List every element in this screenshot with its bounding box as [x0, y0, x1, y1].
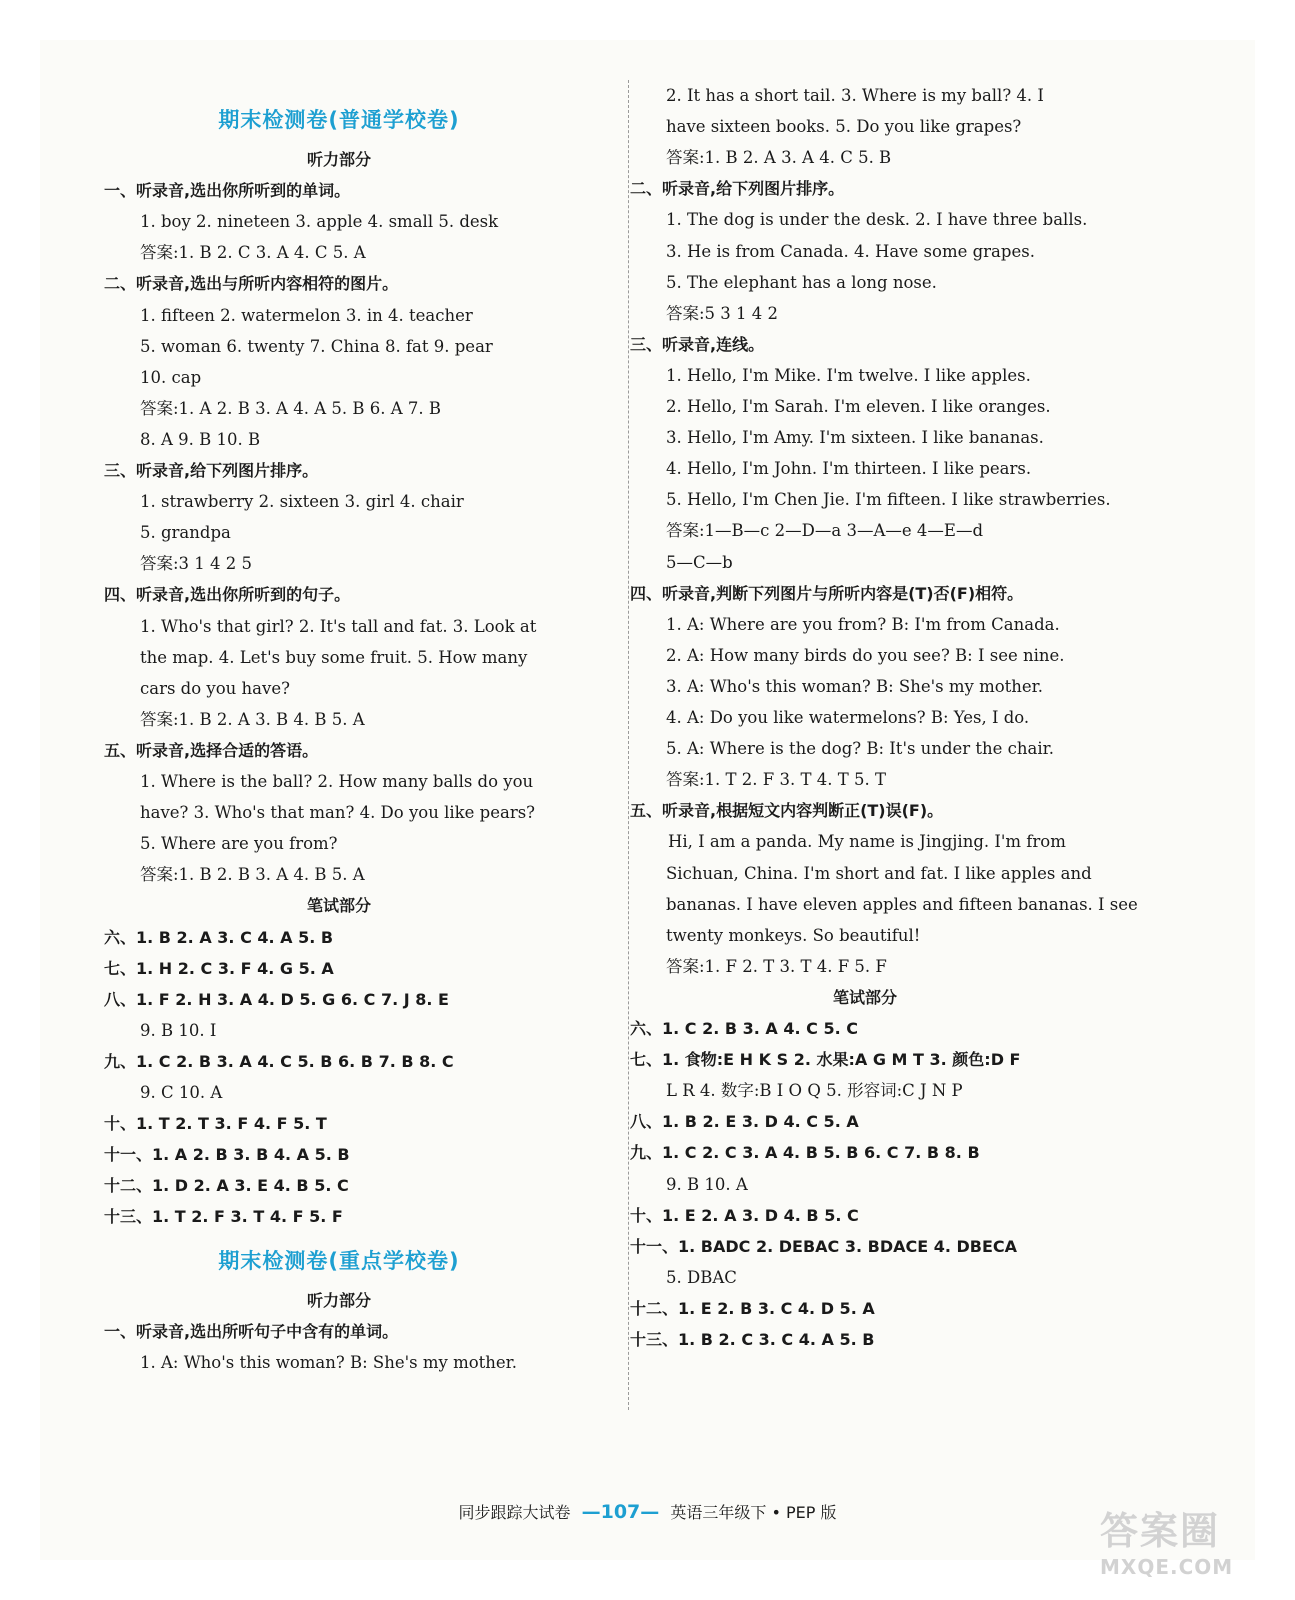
section-heading: 三、听录音,给下列图片排序。	[104, 461, 319, 480]
book-title: 同步跟踪大试卷	[458, 1503, 571, 1522]
text-line: 1. A: Where are you from? B: I'm from Canada.	[666, 614, 1060, 634]
text-line: 2. Hello, I'm Sarah. I'm eleven. I like oranges.	[666, 397, 1051, 416]
section-heading: 十二、1. D 2. A 3. E 4. B 5. C	[104, 1176, 349, 1196]
text-line: bananas. I have eleven apples and fifteen bananas. I see	[666, 894, 1138, 914]
text-line: Sichuan, China. I'm short and fat. I like apples and	[666, 863, 1092, 883]
text-line: cars do you have?	[140, 678, 290, 698]
text-line: 5. grandpa	[140, 523, 231, 543]
section-heading: 四、听录音,选出你所听到的句子。	[104, 585, 351, 605]
text-line: 8. A 9. B 10. B	[140, 429, 261, 449]
text-line: L R 4. 数字:B I O Q 5. 形容词:C J N P	[666, 1081, 963, 1101]
section-heading: 八、1. F 2. H 3. A 4. D 5. G 6. C 7. J 8. E	[104, 989, 449, 1009]
section-heading: 六、1. B 2. A 3. C 4. A 5. B	[104, 927, 334, 947]
text-line: the map. 4. Let's buy some fruit. 5. How many	[140, 647, 528, 667]
section-heading: 十一、1. A 2. B 3. B 4. A 5. B	[104, 1145, 350, 1165]
page-number: —107—	[581, 1501, 660, 1523]
section-heading: 七、1. H 2. C 3. F 4. G 5. A	[104, 958, 334, 978]
text-line: 1. boy 2. nineteen 3. apple 4. small 5. desk	[140, 212, 499, 232]
section-heading: 五、听录音,选择合适的答语。	[104, 740, 319, 760]
section-heading: 十、1. T 2. T 3. F 4. F 5. T	[104, 1114, 327, 1134]
section-heading: 一、听录音,选出所听句子中含有的单词。	[104, 1321, 399, 1341]
text-line: have? 3. Who's that man? 4. Do you like pears?	[140, 803, 536, 823]
part-heading: 听力部分	[306, 150, 371, 169]
part-heading: 听力部分	[306, 1290, 371, 1310]
section-heading: 十三、1. B 2. C 3. C 4. A 5. B	[630, 1330, 875, 1349]
section-heading: 二、听录音,选出与所听内容相符的图片。	[104, 274, 399, 294]
watermark-logo	[1100, 1500, 1280, 1590]
text-line: 5. DBAC	[666, 1267, 737, 1287]
section-heading: 九、1. C 2. B 3. A 4. C 5. B 6. B 7. B 8. C	[104, 1051, 454, 1071]
subject-label: 英语三年级下 • PEP 版	[670, 1503, 837, 1522]
text-line: 2. It has a short tail. 3. Where is my ball? 4. I	[666, 86, 1044, 105]
exam-title: 期末检测卷(重点学校卷)	[218, 1248, 460, 1273]
section-heading: 六、1. C 2. B 3. A 4. C 5. C	[630, 1019, 858, 1038]
text-line: 1. The dog is under the desk. 2. I have three balls.	[666, 210, 1088, 230]
text-line: 3. Hello, I'm Amy. I'm sixteen. I like bananas.	[666, 428, 1044, 448]
text-line: 5—C—b	[666, 552, 733, 572]
section-heading: 十、1. E 2. A 3. D 4. B 5. C	[630, 1205, 859, 1225]
text-line: 1. strawberry 2. sixteen 3. girl 4. chair	[140, 492, 464, 512]
part-heading: 笔试部分	[832, 987, 897, 1007]
exam-title: 期末检测卷(普通学校卷)	[218, 108, 460, 132]
section-heading: 四、听录音,判断下列图片与所听内容是(T)否(F)相符。	[630, 583, 1024, 603]
section-heading: 十一、1. BADC 2. DEBAC 3. BDACE 4. DBECA	[630, 1236, 1018, 1256]
text-line: 1. A: Who's this woman? B: She's my mother.	[140, 1352, 517, 1372]
watermark-text: 答案圈	[1100, 1509, 1221, 1553]
section-heading: 七、1. 食物:E H K S 2. 水果:A G M T 3. 颜色:D F	[630, 1050, 1021, 1070]
text-line: 3. A: Who's this woman? B: She's my mother.	[666, 676, 1043, 696]
text-line: Hi, I am a panda. My name is Jingjing. I'm from	[668, 832, 1066, 852]
answer-line: 答案:1. B 2. B 3. A 4. B 5. A	[140, 865, 365, 885]
text-line: 9. B 10. A	[666, 1174, 748, 1194]
section-heading: 十二、1. E 2. B 3. C 4. D 5. A	[630, 1298, 875, 1318]
text-line: 1. Where is the ball? 2. How many balls do you	[140, 772, 534, 791]
watermark-url: MXQE.COM	[1100, 1555, 1234, 1579]
text-line: 2. A: How many birds do you see? B: I see nine.	[666, 645, 1065, 665]
answer-line: 答案:1. F 2. T 3. T 4. F 5. F	[666, 956, 887, 976]
text-line: 5. woman 6. twenty 7. China 8. fat 9. pear	[140, 336, 493, 356]
text-line: 3. He is from Canada. 4. Have some grapes.	[666, 241, 1035, 261]
text-line: 9. B 10. I	[140, 1020, 217, 1040]
section-heading: 五、听录音,根据短文内容判断正(T)误(F)。	[630, 801, 944, 821]
text-line: 5. The elephant has a long nose.	[666, 272, 937, 292]
answer-line: 答案:3 1 4 2 5	[140, 554, 253, 574]
text-line: 5. A: Where is the dog? B: It's under the chair.	[666, 739, 1054, 759]
text-line: 1. Hello, I'm Mike. I'm twelve. I like apples.	[666, 365, 1031, 385]
section-heading: 九、1. C 2. C 3. A 4. B 5. B 6. C 7. B 8. B	[630, 1143, 980, 1163]
section-heading: 十三、1. T 2. F 3. T 4. F 5. F	[104, 1207, 343, 1227]
text-line: twenty monkeys. So beautiful!	[666, 925, 921, 945]
part-heading: 笔试部分	[306, 896, 371, 916]
text-line: 5. Where are you from?	[140, 834, 338, 854]
text-line: have sixteen books. 5. Do you like grapes?	[666, 117, 1022, 137]
answer-line: 答案:1. B 2. C 3. A 4. C 5. A	[140, 243, 366, 263]
text-line: 10. cap	[140, 367, 202, 387]
section-heading: 二、听录音,给下列图片排序。	[630, 179, 845, 199]
answer-line: 答案:1. A 2. B 3. A 4. A 5. B 6. A 7. B	[140, 398, 441, 418]
text-line: 4. A: Do you like watermelons? B: Yes, I do.	[666, 708, 1030, 727]
answer-line: 答案:1—B—c 2—D—a 3—A—e 4—E—d	[666, 521, 984, 541]
section-heading: 八、1. B 2. E 3. D 4. C 5. A	[630, 1112, 859, 1132]
text-line: 5. Hello, I'm Chen Jie. I'm fifteen. I like strawberries.	[666, 490, 1111, 510]
section-heading: 一、听录音,选出你所听到的单词。	[104, 181, 351, 201]
section-heading: 三、听录音,连线。	[630, 334, 765, 354]
text-line: 1. Who's that girl? 2. It's tall and fat. 3. Look at	[140, 616, 537, 636]
answer-line: 答案:1. B 2. A 3. A 4. C 5. B	[666, 148, 892, 168]
text-line: 1. fifteen 2. watermelon 3. in 4. teacher	[140, 305, 473, 325]
answer-line: 答案:1. B 2. A 3. B 4. B 5. A	[140, 709, 365, 729]
text-line: 9. C 10. A	[140, 1083, 223, 1102]
answer-line: 答案:1. T 2. F 3. T 4. T 5. T	[666, 770, 886, 790]
answer-line: 答案:5 3 1 4 2	[666, 303, 779, 323]
answer-page	[40, 40, 1255, 1560]
text-line: 4. Hello, I'm John. I'm thirteen. I like pears.	[666, 459, 1032, 479]
